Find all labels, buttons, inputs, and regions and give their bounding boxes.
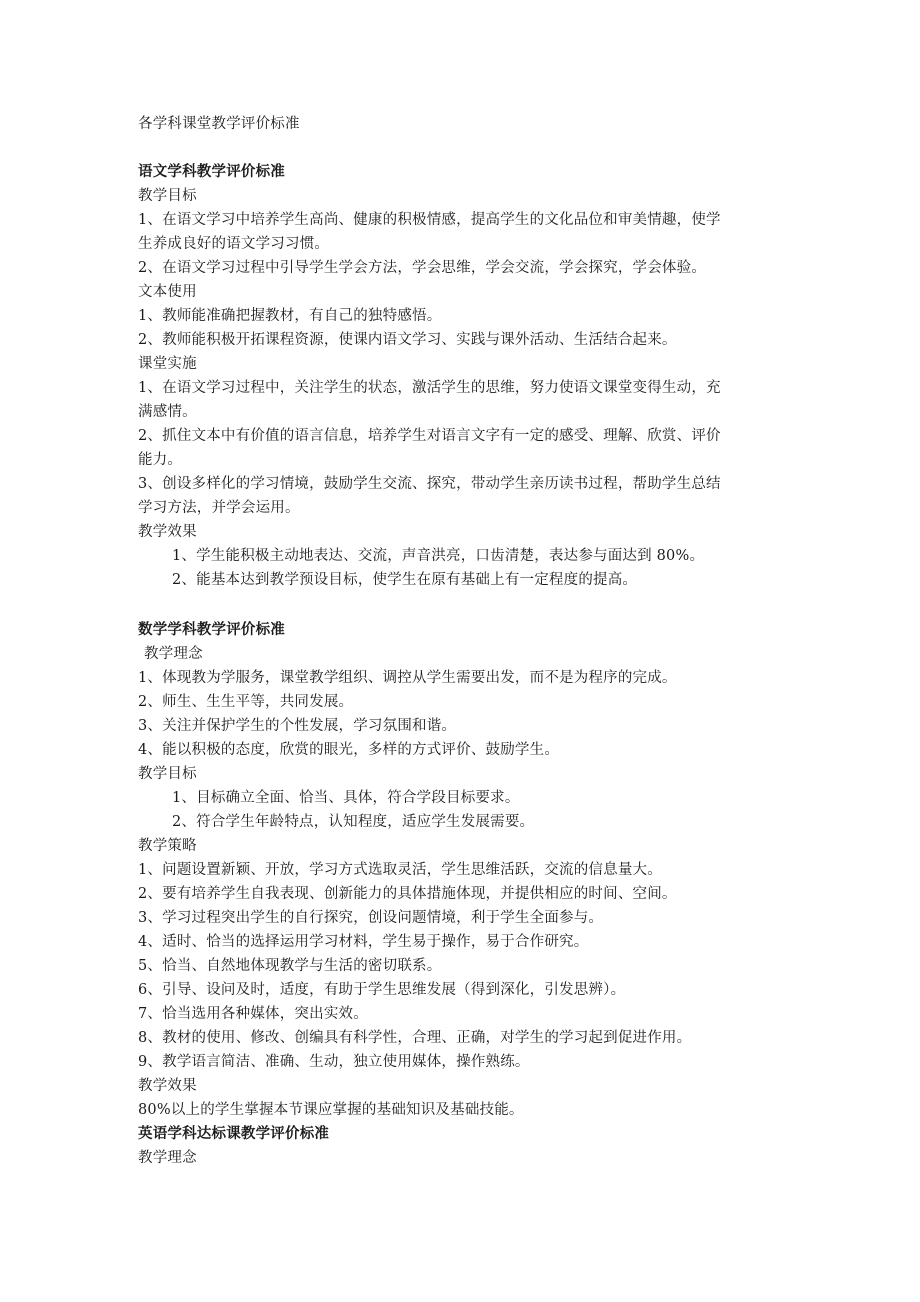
math-effect-label: 教学效果 bbox=[138, 1078, 197, 1094]
math-strategy-item: 8、教材的使用、修改、创编具有科学性，合理、正确，对学生的学习起到促进作用。 bbox=[138, 1030, 692, 1046]
chinese-impl-item-cont: 满感情。 bbox=[138, 404, 197, 420]
math-strategy-item: 2、要有培养学生自我表现、创新能力的具体措施体现，并提供相应的时间、空间。 bbox=[138, 886, 677, 902]
math-idea-item: 3、关注并保护学生的个性发展，学习氛围和谐。 bbox=[138, 718, 457, 734]
chinese-impl-label: 课堂实施 bbox=[138, 356, 197, 372]
chinese-impl-item: 1、在语文学习过程中，关注学生的状态，激活学生的思维，努力使语文课堂变得生动，充 bbox=[138, 380, 721, 396]
chinese-goal-label: 教学目标 bbox=[138, 188, 197, 204]
chinese-impl-item: 3、创设多样化的学习情境，鼓励学生交流、探究，带动学生亲历读书过程，帮助学生总结 bbox=[138, 476, 721, 492]
chinese-effect-item: 2、能基本达到教学预设目标，使学生在原有基础上有一定程度的提高。 bbox=[172, 572, 638, 588]
chinese-impl-item-cont: 学习方法，并学会运用。 bbox=[138, 500, 300, 516]
document-title: 各学科课堂教学评价标准 bbox=[138, 116, 300, 132]
chinese-effect-label: 教学效果 bbox=[138, 524, 197, 540]
math-idea-item: 1、体现教为学服务，课堂教学组织、调控从学生需要出发，而不是为程序的完成。 bbox=[138, 670, 677, 686]
math-idea-label: 教学理念 bbox=[144, 646, 203, 662]
math-strategy-item: 4、适时、恰当的选择运用学习材料，学生易于操作，易于合作研究。 bbox=[138, 934, 589, 950]
math-strategy-item: 3、学习过程突出学生的自行探究，创设问题情境，利于学生全面参与。 bbox=[138, 910, 604, 926]
chinese-goal-item: 2、在语文学习过程中引导学生学会方法，学会思维，学会交流，学会探究，学会体验。 bbox=[138, 260, 707, 276]
chinese-text-label: 文本使用 bbox=[138, 284, 197, 300]
math-strategy-item: 5、恰当、自然地体现教学与生活的密切联系。 bbox=[138, 958, 442, 974]
math-goal-item: 1、目标确立全面、恰当、具体，符合学段目标要求。 bbox=[172, 790, 520, 806]
chinese-impl-item: 2、抓住文本中有价值的语言信息，培养学生对语言文字有一定的感受、理解、欣赏、评价 bbox=[138, 428, 721, 444]
math-strategy-item: 1、问题设置新颖、开放，学习方式选取灵活，学生思维活跃，交流的信息量大。 bbox=[138, 862, 662, 878]
chinese-goal-item-cont: 生养成良好的语文学习习惯。 bbox=[138, 236, 330, 252]
math-strategy-item: 6、引导、设问及时，适度，有助于学生思维发展（得到深化，引发思辨）。 bbox=[138, 982, 626, 998]
chinese-text-item: 2、教师能积极开拓课程资源，使课内语文学习、实践与课外活动、生活结合起来。 bbox=[138, 332, 677, 348]
math-effect-item: 80%以上的学生掌握本节课应掌握的基础知识及基础技能。 bbox=[138, 1102, 524, 1118]
chinese-text-item: 1、教师能准确把握教材，有自己的独特感悟。 bbox=[138, 308, 442, 324]
math-strategy-item: 9、教学语言简洁、准确、生动，独立使用媒体，操作熟练。 bbox=[138, 1054, 530, 1070]
math-strategy-label: 教学策略 bbox=[138, 838, 197, 854]
chinese-goal-item: 1、在语文学习中培养学生高尚、健康的积极情感，提高学生的文化品位和审美情趣，使学 bbox=[138, 212, 721, 228]
english-idea-label: 教学理念 bbox=[138, 1150, 197, 1166]
math-heading: 数学学科教学评价标准 bbox=[138, 621, 285, 638]
chinese-impl-item-cont: 能力。 bbox=[138, 452, 183, 468]
math-strategy-item: 7、恰当选用各种媒体，突出实效。 bbox=[138, 1006, 368, 1022]
math-idea-item: 4、能以积极的态度，欣赏的眼光，多样的方式评价、鼓励学生。 bbox=[138, 742, 560, 758]
english-heading: 英语学科达标课教学评价标准 bbox=[138, 1125, 330, 1142]
chinese-heading: 语文学科教学评价标准 bbox=[138, 163, 285, 180]
chinese-effect-item: 1、学生能积极主动地表达、交流，声音洪亮，口齿清楚，表达参与面达到 80%。 bbox=[172, 548, 705, 564]
math-goal-item: 2、符合学生年龄特点，认知程度，适应学生发展需要。 bbox=[172, 814, 535, 830]
math-idea-item: 2、师生、生生平等，共同发展。 bbox=[138, 694, 354, 710]
math-goal-label: 教学目标 bbox=[138, 766, 197, 782]
